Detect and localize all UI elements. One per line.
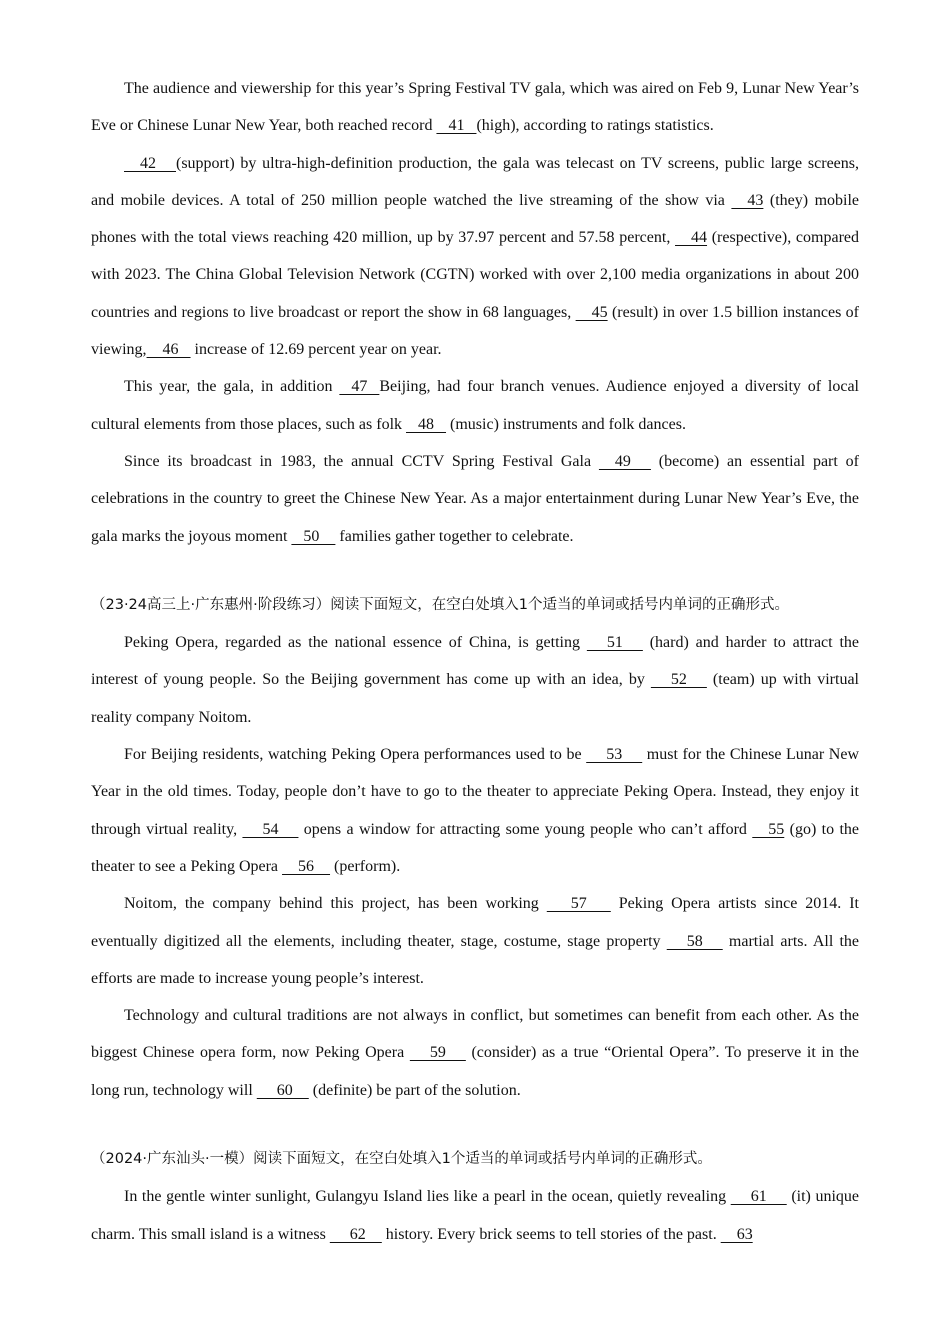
blank-50[interactable]: 50: [291, 527, 336, 545]
blank-42[interactable]: 42: [124, 154, 176, 172]
text: (hard) and harder to attract the interest of young people. So the Beijing government has come up with an idea, by: [91, 634, 860, 689]
blank-55[interactable]: 55: [752, 820, 785, 838]
paragraph: [91, 1178, 859, 1253]
paragraph: [91, 885, 859, 997]
text: Beijing, had four branch venues. Audience enjoyed a diversity of local cultural elements from those places, such as folk: [91, 378, 859, 433]
blank-58[interactable]: 58: [666, 932, 723, 950]
text: Noitom, the company behind this project, has been working: [124, 895, 547, 913]
paragraph: [91, 997, 859, 1109]
blank-54[interactable]: 54: [242, 820, 299, 838]
spacer: [91, 1109, 859, 1141]
text: In the gentle winter sunlight, Gulangyu Island lies like a pearl in the ocean, quietly revealing: [124, 1188, 731, 1206]
text: (it) unique charm. This small island is a witness: [91, 1188, 860, 1243]
paragraph: [91, 736, 859, 885]
blank-62[interactable]: 62: [329, 1225, 382, 1243]
blank-45[interactable]: 45: [575, 303, 608, 321]
blank-47[interactable]: 47: [339, 378, 380, 396]
blank-61[interactable]: 61: [730, 1188, 787, 1206]
text: Peking Opera, regarded as the national essence of China, is getting: [124, 634, 587, 652]
text: (they) mobile phones with the total views reaching 420 million, up by 37.97 percent and 57.58 percent,: [91, 191, 860, 247]
text: Technology and cultural traditions are not always in conflict, but sometimes can benefit from each other. As the biggest Chinese opera form, now Peking Opera: [91, 1007, 859, 1062]
section-heading: （23·24高三上·广东惠州·阶段练习）阅读下面短文，在空白处填入1个适当的单词或括号内单词的正确形式。: [91, 596, 789, 613]
text: families gather together to celebrate.: [335, 527, 574, 545]
text: Since its broadcast in 1983, the annual CCTV Spring Festival Gala: [124, 452, 599, 470]
paragraph: [91, 368, 859, 443]
blank-60[interactable]: 60: [256, 1081, 309, 1099]
paragraph: [91, 145, 859, 369]
text: The audience and viewership for this year’s Spring Festival TV gala, which was aired on Feb 9, Lunar New Year’s Eve or Chinese Lunar New Year, both reached record: [91, 80, 859, 135]
paragraph: [91, 624, 859, 736]
text: For Beijing residents, watching Peking Opera performances used to be: [124, 746, 587, 764]
text: (consider) as a true “Oriental Opera”. To preserve it in the long run, technology will: [91, 1044, 860, 1099]
blank-59[interactable]: 59: [409, 1044, 466, 1062]
blank-43[interactable]: 43: [731, 191, 764, 209]
blank-56[interactable]: 56: [282, 857, 331, 875]
text: (result) in over 1.5 billion instances of viewing,: [91, 303, 859, 359]
blank-57[interactable]: 57: [546, 895, 611, 913]
blank-44[interactable]: 44: [675, 229, 708, 247]
text: This year, the gala, in addition: [124, 378, 340, 396]
blank-52[interactable]: 52: [650, 671, 707, 689]
text: (high), according to ratings statistics.: [476, 117, 714, 135]
text: (support) by ultra-high-definition production, the gala was telecast on TV screens, public large screens, and mobile devices. A total of 250 million people watched the live streaming of the show via: [91, 154, 859, 209]
blank-46[interactable]: 46: [146, 341, 191, 359]
text: (team) up with virtual reality company Noitom.: [91, 671, 860, 726]
text: (go) to the theater to see a Peking Opera: [91, 820, 860, 875]
blank-48[interactable]: 48: [406, 415, 447, 433]
text: (definite) be part of the solution.: [308, 1081, 521, 1099]
text: (become) an essential part of celebrations in the country to greet the Chinese New Year. As a major entertainment during Lunar New Year’s Eve, the gala marks the joyous moment: [91, 452, 859, 545]
blank-51[interactable]: 51: [586, 634, 643, 652]
blank-53[interactable]: 53: [586, 746, 643, 764]
blank-49[interactable]: 49: [598, 452, 651, 470]
text: opens a window for attracting some young people who can’t afford: [298, 820, 753, 838]
text: history. Every brick seems to tell stories of the past.: [381, 1225, 721, 1243]
text: Peking Opera artists since 2014. It eventually digitized all the elements, including theater, stage, costume, stage property: [91, 895, 860, 950]
document-page: [91, 70, 859, 1253]
blank-41[interactable]: 41: [436, 117, 477, 135]
text: must for the Chinese Lunar New Year in the old times. Today, people don’t have to go to the theater to appreciate Peking Opera. Instead, they enjoy it through virtual reality,: [91, 746, 860, 838]
text: (perform).: [330, 857, 401, 875]
section-heading: （2024·广东汕头·一模）阅读下面短文，在空白处填入1个适当的单词或括号内单词的正确形式。: [91, 1151, 712, 1168]
blank-63[interactable]: 63: [720, 1225, 753, 1243]
spacer: [91, 555, 859, 587]
text: martial arts. All the efforts are made to increase young people’s interest.: [91, 932, 860, 987]
text: (music) instruments and folk dances.: [446, 415, 686, 433]
paragraph: [91, 70, 859, 145]
text: increase of 12.69 percent year on year.: [190, 341, 442, 359]
paragraph: [91, 443, 859, 555]
text: (respective), compared with 2023. The China Global Television Network (CGTN) worked with over 2,100 media organizations in about 200 countries and regions to live broadcast or report the show in 68 languages,: [91, 229, 859, 321]
